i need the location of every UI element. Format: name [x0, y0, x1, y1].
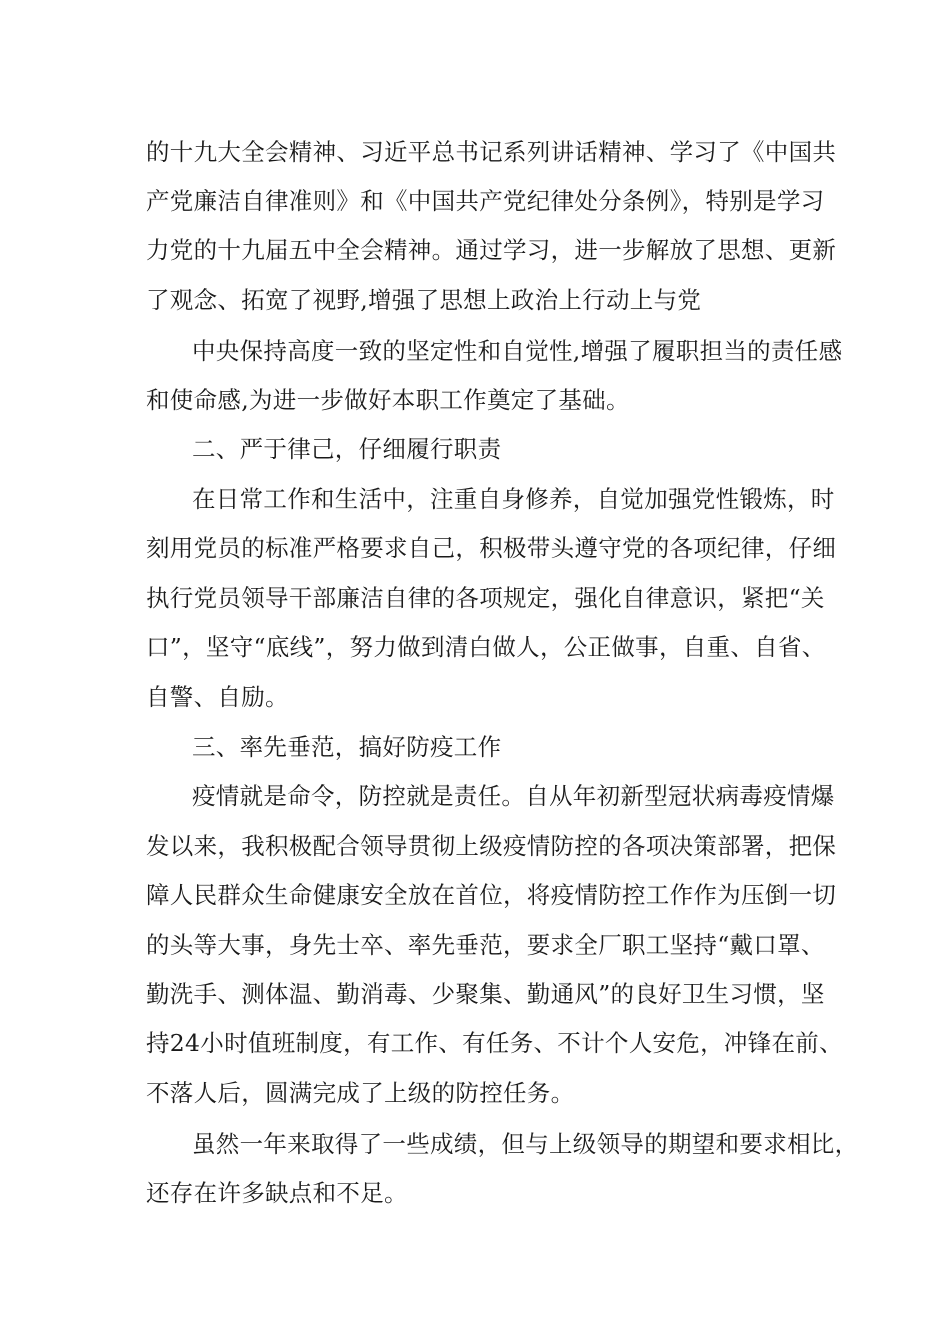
body-text-line: 的头等大事，身先士卒、率先垂范，要求全厂职工坚持“戴口罩、 — [146, 931, 825, 959]
section-heading-2: 二、严于律己，仔细履行职责 — [192, 435, 502, 463]
body-text-line: 发以来，我积极配合领导贯彻上级疫情防控的各项决策部署，把保 — [146, 832, 837, 860]
body-text-line: 中央保持高度一致的坚定性和自觉性,增强了履职担当的责任感 — [192, 337, 843, 365]
body-text-line: 在日常工作和生活中，注重自身修养，自觉加强党性锻炼，时 — [192, 485, 835, 513]
body-text-line: 还存在许多缺点和不足。 — [146, 1179, 408, 1207]
body-text-line: 执行党员领导干部廉洁自律的各项规定，强化自律意识，紧把“关 — [146, 584, 825, 612]
body-text-line: 的十九大全会精神、习近平总书记系列讲话精神、学习了《中国共 — [146, 138, 837, 166]
section-heading-3: 三、率先垂范，搞好防疫工作 — [192, 733, 502, 761]
body-text-line: 和使命感,为进一步做好本职工作奠定了基础。 — [146, 386, 630, 414]
body-text-line: 不落人后，圆满完成了上级的防控任务。 — [146, 1079, 575, 1107]
body-text-line: 自警、自励。 — [146, 683, 289, 711]
body-text-line: 产党廉洁自律准则》和《中国共产党纪律处分条例》，特别是学习 — [146, 187, 825, 215]
body-text-line: 虽然一年来取得了一些成绩，但与上级领导的期望和要求相比， — [192, 1130, 859, 1158]
body-text-line: 了观念、拓宽了视野,增强了思想上政治上行动上与党 — [146, 286, 702, 314]
body-text-line: 障人民群众生命健康安全放在首位，将疫情防控工作作为压倒一切 — [146, 881, 837, 909]
body-text-line: 刻用党员的标准严格要求自己，积极带头遵守党的各项纪律，仔细 — [146, 534, 837, 562]
body-text-line: 口”，坚守“底线”，努力做到清白做人，公正做事，自重、自省、 — [146, 633, 826, 661]
body-text-line: 力党的十九届五中全会精神。通过学习，进一步解放了思想、更新 — [146, 236, 837, 264]
body-text-line: 持24小时值班制度，有工作、有任务、不计个人安危，冲锋在前、 — [146, 1029, 843, 1057]
body-text-line: 疫情就是命令，防控就是责任。自从年初新型冠状病毒疫情爆 — [192, 782, 835, 810]
body-text-line: 勤洗手、测体温、勤消毒、少聚集、勤通风”的良好卫生习惯，坚 — [146, 980, 825, 1008]
